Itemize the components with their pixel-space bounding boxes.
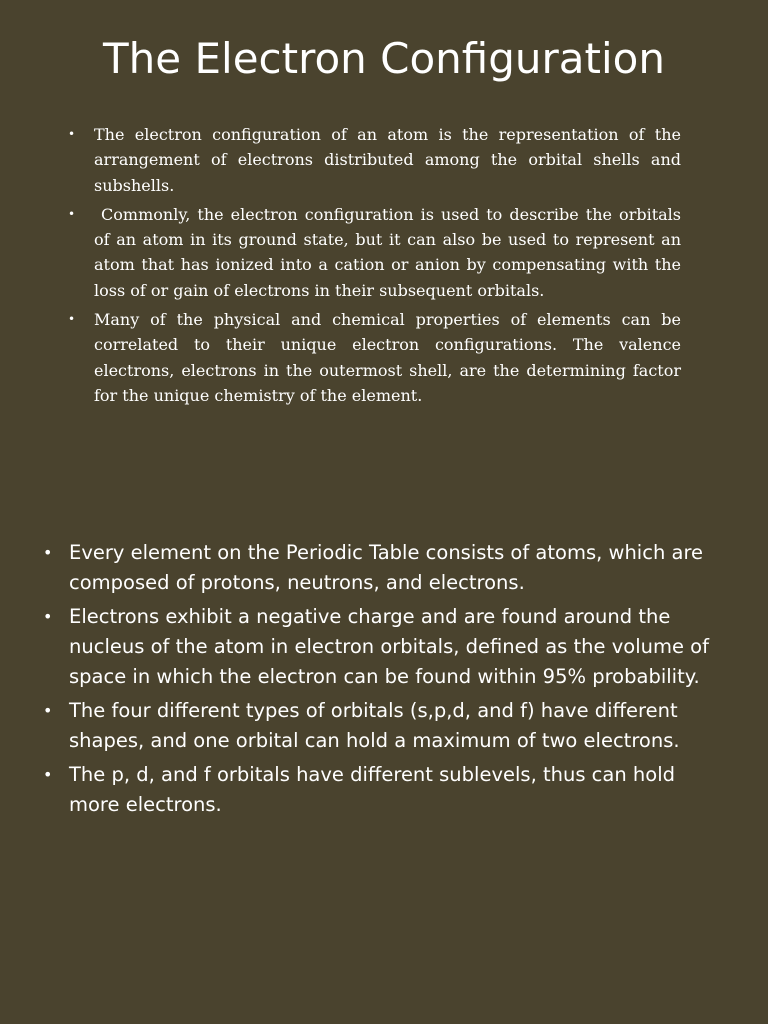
bullet-text: Many of the physical and chemical properties of elements can be correlated to their unique electron configurations. The valence electrons, electrons in the outermost shell, are the determining factor for the unique chemistry of the element. [94,310,681,405]
list-item [66,202,681,303]
bullet-icon: • [43,543,53,562]
bullet-text: Electrons exhibit a negative charge and are found around the nucleus of the atom in electron orbitals, defined as the volume of space in which the electron can be found within 95% probability. [69,605,709,688]
bullet-text: The four different types of orbitals (s,p,d, and f) have different shapes, and one orbital can hold a maximum of two electrons. [69,699,680,752]
bullet-icon: • [43,765,53,784]
bullet-icon: • [43,607,53,626]
bullet-icon: • [68,127,76,141]
upper-bullet-list [66,122,681,412]
bullet-icon: • [43,701,53,720]
slide-title: The Electron Configuration [103,34,665,83]
bullet-text: The electron configuration of an atom is the representation of the arrangement of electrons distributed among the orbital shells and subshells. [94,125,681,195]
list-item [66,307,681,408]
bullet-text: Commonly, the electron configuration is used to describe the orbitals of an atom in its ground state, but it can also be used to represent an atom that has ionized into a cation or anion by compensating with the loss of or gain of electrons in their subsequent orbitals. [94,204,681,300]
bullet-text: The p, d, and f orbitals have different sublevels, thus can hold more electrons. [69,763,675,816]
lower-bullet-list [40,538,730,824]
bullet-text: Every element on the Periodic Table consists of atoms, which are composed of protons, neutrons, and electrons. [69,541,704,594]
bullet-icon: • [68,312,76,327]
list-item [40,760,730,820]
list-item [40,602,730,692]
list-item [66,122,681,198]
list-item [40,538,730,598]
list-item [40,696,730,756]
bullet-icon: • [68,206,76,221]
